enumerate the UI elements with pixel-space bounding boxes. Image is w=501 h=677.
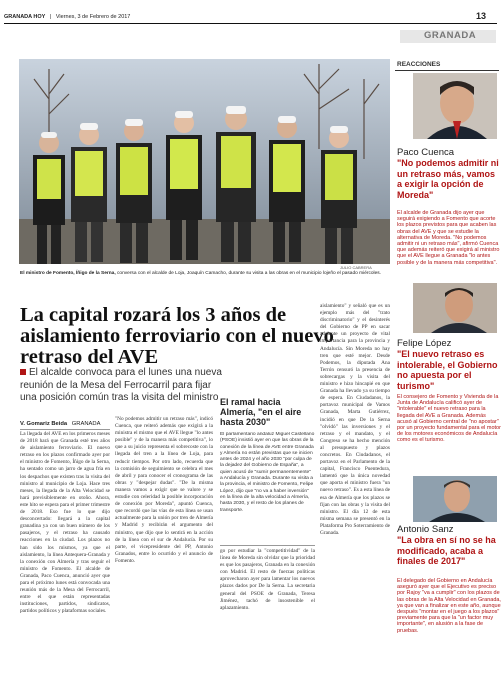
portrait-felipe-lopez xyxy=(413,283,497,333)
header-rule xyxy=(4,23,497,24)
byline-rule xyxy=(20,429,110,430)
article-column-1: La llegada del AVE en los primeros meses de 2018 hará que Granada esté tres años de aislamiento ferroviario. El nuevo retraso en los plazos confirmado ayer por el ministro de Fomento, Íñigo de la Serna, ha sentado como un jarro de agua fría en los despachos que existen tras la visita del ministro al municipio de Loja. Hace tres meses, la llegada de la Alta Velocidad se hará previsiblemente en otoño. Ahora, este hito se espera para el primer trimestre de 2018. Eso fue lo que dijo desconcertado: llegará a la capital granadina ya con un buen número de los pasajeros, y el retraso ha causado reacciones en la ciudad. Los plazos no han sido los mismos, ya que el aislamiento, la línea Antequera-Granada y la conexión con Almería y tras seguir el ministro de Fomento. El alcalde de Granada, Paco Cuenca, anunció ayer que para el próximo lunes está convocada una reunión más de la Mesa del Ferrocarril, entre el que están representadas instituciones, partidos, sindicatos, partidos políticos y plataformas sociales. xyxy=(20,431,110,615)
box-text: El parlamentario andaluz Miguel Castellano (PSOE) insistió ayer en que las obras de la conexión de la línea de AVE entre Granada y Almería no están previstas que se inicien antes de 2024 y el año 2030 "por culpa de la dejadez del Gobierno de España", a quien acusó de "sumir permanentemente" a Andalucía y Granada. Durante su visita a la provincia, el ministro de Fomento, Felipe López, dijo que "no va a haber inversión" en la línea de la alta velocidad a Almería, hasta 2030, y el resto de los planes de transporte. xyxy=(220,432,315,513)
photo-caption-lead: El ministro de Fomento, Íñigo de la Serna, xyxy=(20,271,116,276)
byline-author: V. Gomariz Beida xyxy=(20,421,68,427)
photo-caption xyxy=(20,271,390,276)
publication-name: GRANADA HOY xyxy=(4,14,46,20)
article-subhead xyxy=(20,367,225,405)
page-header: GRANADA HOY | Viernes, 3 de Febrero de 2017 xyxy=(4,14,131,20)
box-rule xyxy=(220,545,315,546)
reaction-name: Antonio Sanz xyxy=(397,524,454,535)
photo-credit: JULIO CABRERA xyxy=(340,265,372,270)
reactions-title: REACCIONES xyxy=(397,61,441,68)
article-subhead-text: El alcalde convoca para el lunes una nueva reunión de la Mesa del Ferrocarril para fijar una posición común tras la visita del ministro xyxy=(20,367,222,403)
reaction-name: Paco Cuenca xyxy=(397,147,455,158)
byline xyxy=(20,421,100,427)
reaction-text: El consejero de Fomento y Vivienda de la Junta de Andalucía calificó ayer de "intolerable" el nuevo retraso para la llegada del AVE a Granada. Además acusó al Gobierno central de "no apostar" por un proyecto fundamental para el motor de los motores económicos de Andalucía como es el turismo. xyxy=(397,394,501,444)
page-number: 13 xyxy=(476,11,487,21)
portrait-antonio-sanz xyxy=(413,476,497,522)
article-headline: La capital rozará los 3 años de aislamiento ferroviario con el nuevo retraso del AVE xyxy=(20,304,334,368)
box-headline: El ramal hacia Almería, "en el aire hasta 2030" xyxy=(220,397,302,427)
reaction-name: Felipe López xyxy=(397,338,452,349)
portrait-paco-cuenca xyxy=(413,73,497,139)
reactions-rule xyxy=(395,70,499,71)
reaction-text: El delegado del Gobierno en Andalucía aseguró ayer que el Ejecutivo es preciso por Rajoy "va a cumplir" con los plazos de las obras de la Alta Velocidad en Granada, ya que van a finalizar en este año, aunque después "montar en el juego a los plazos" previamente para que la "un factor muy importante", en alusión a la fase de pruebas. xyxy=(397,578,501,634)
byline-place: GRANADA xyxy=(71,421,101,427)
reaction-text: El alcalde de Granada dijo ayer que seguirá exigiendo a Fomento que acorte los plazos previstos para que acaben las obras del AVE y que se estudie la alternativa de Moreda. "No podemos admitir ni un retraso más", afirmó Cuenca que además reiteró que exigirá al ministro que el AVE llegue a Granada "lo antes posible y de la manera más competitiva". xyxy=(397,210,500,266)
main-photo xyxy=(19,59,390,264)
bullet-icon xyxy=(20,369,26,375)
reaction-quote: "La obra en sí no se ha modificado, acaba a finales de 2017" xyxy=(397,535,496,566)
article-column-3: go por estudiar la "competitividad" de la línea de Moreda sin olvidar que la prioridad es que los pasajeros, Granada en la conexión con Madrid. El resto de fuerzas políticas aprovecharon ayer para lamentar los nuevos plazos dados por De la Serna. La secretaria general del PSOE de Granada, Teresa Jiménez, tachó de insostenible el aplazamiento. xyxy=(220,548,315,611)
article-column-2: "No podemos admitir un retraso más", indicó Cuenca, que reiteró además que exigirá a la ministra el mismo que el AVE llegue "lo antes posible" y de la manera más competitiva", lo que a su juicio representa el sobrecoste con la llegada del tren a la línea de Loja, para reducir tiempos. Por otro lado, recuerda que la comisión de seguimiento se celebra el mes de abril y para conocer el cronograma de las obras y "despejar dudas". "De la misma manera vamos a exigir que se valore y se estudie con celeridad la posible incorporación de conexión por Moreda", apuntó Cuenca, que recordó que las vías de esta línea se usan actualmente para la unión por tren de Almería y Madrid y recibirán el argumento del ministro, que dijo que lo sentirá en la acción de la línea con el sur de Andalucía. Por su parte, el vicepresidente del PP, Antonio Granados, entre lo ocurrido y el anuncio de Fomento. xyxy=(115,416,213,564)
article-column-4: aislamiento" y señaló que es un ejemplo más del "trato discriminatorio" y el desinterés del Gobierno de PP en sacar adelante un proyecto de vital importancia para la provincia y Andalucía. Sin Moreda no hay tren que esté mejor. Desde Podemos, la diputada Ana Terrón censuró la presencia de sobrecargas y la visita del ministro e hizo hincapié en que Granada ha llevado ya su tiempo de espera. En Ciudadanos, la portavoz municipal de Vamos Granada, Marta Gutiérrez, incidió en que De la Serna "olvidó" las inversiones y el retraso y el mandato, y el Congreso se ha hecho mención al presupuesto y plazos concretos. En Ciudadanos, el portavoz en el Parlamento de la capital, Francisco Puentedura, lamentó que la única novedad que aporta el ministro fuera "un nuevo retraso". Es a esta línea de esa de Almería que los plazos se fijan con las obras y la visita del ministro. El día 12 de esta misma semana se presentó en la Plataforma Pro Soterramiento de Granada. xyxy=(320,303,390,536)
photo-caption-text: conversa con el alcalde de Loja, Joaquín Camacho, durante su visita a las obras en el municipio lojeño el pasado miércoles. xyxy=(115,271,382,276)
reaction-quote: "El nuevo retraso es intolerable, el Gobierno no apuesta por el turismo" xyxy=(397,349,498,391)
reaction-quote: "No podemos admitir ni un retraso más, vamos a exigir la opción de Moreda" xyxy=(397,158,499,200)
section-title: GRANADA xyxy=(424,30,477,41)
issue-date: Viernes, 3 de Febrero de 2017 xyxy=(55,14,131,20)
